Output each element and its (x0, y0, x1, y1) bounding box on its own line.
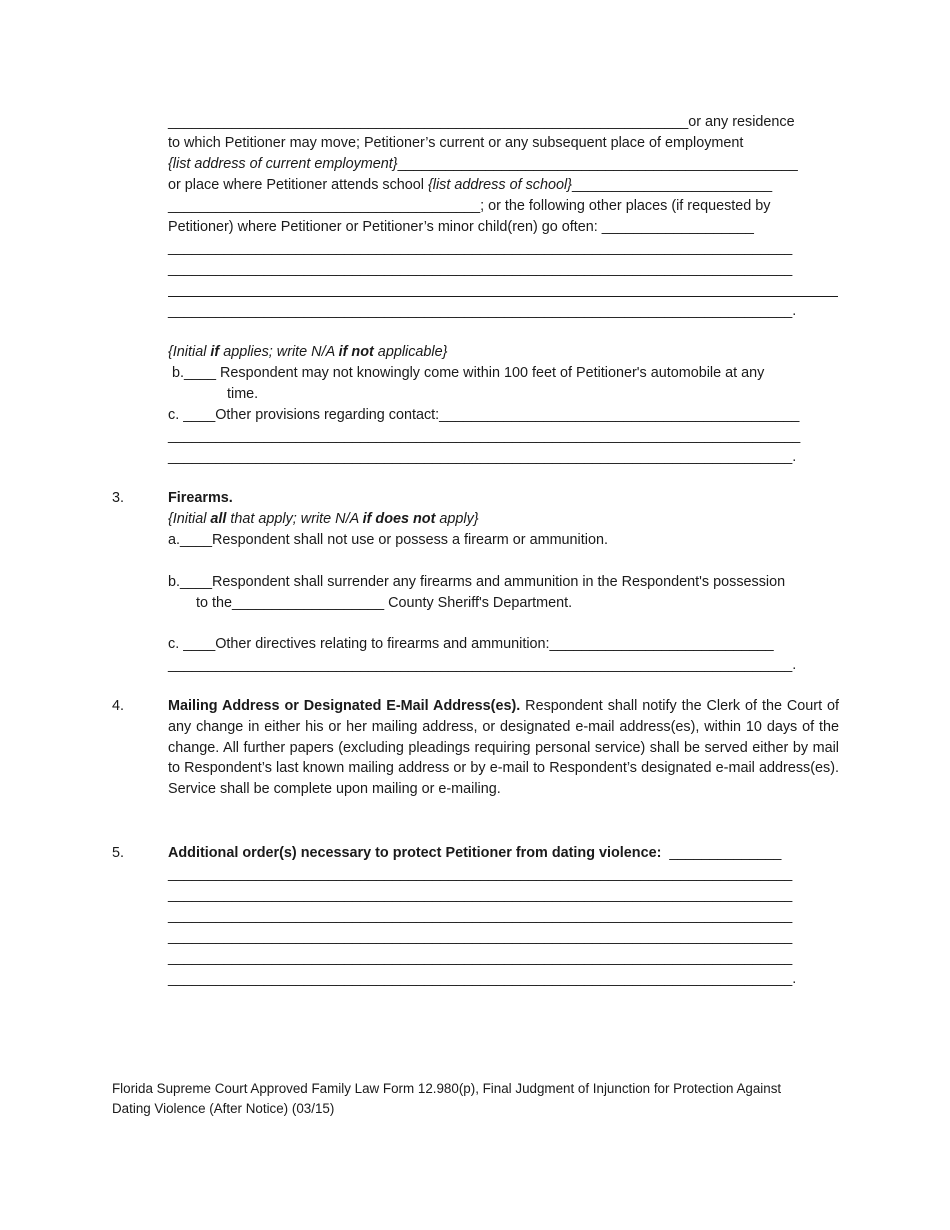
school-address-instruction: {list address of school} (427, 177, 572, 193)
provision-b-automobile[interactable]: b.____ Respondent may not knowingly come within 100 feet of Petitioner's automobile at any (168, 365, 765, 381)
firearms-item-b-continuation[interactable]: to the___________________ County Sheriff's Department. (196, 595, 573, 611)
section-number: 3. (112, 490, 125, 506)
blank-line[interactable]: ______________________________________________________________________________. (168, 657, 797, 673)
blank-line[interactable]: ______________________________________________________________________________ (168, 240, 793, 256)
instruction-emphasis: all (210, 511, 227, 527)
footer (112, 1079, 832, 1118)
employment-address-instruction: {list address of current employment} (168, 156, 398, 172)
school-address-line (168, 175, 772, 195)
school-address-blank[interactable]: _________________________ (571, 177, 773, 193)
blank-line[interactable]: ______________________________________________________________________________ (168, 887, 793, 903)
instruction-emphasis: if (210, 344, 220, 360)
employment-address-blank[interactable]: __________________________________________________ (397, 156, 798, 172)
blank-line[interactable]: ______________________________________________________________________________. (168, 303, 797, 319)
mailing-body: Respondent shall notify the Clerk of the Court of any change in either his or her mailing address, or designated e-mail address(es), within 10 days of the change. All further papers (excluding pleadings requiring personal service) shall be served either by mail to Respondent’s last known mailing address or by e-mail to Respondent’s designated e-mail address(es). Service shall be complete upon mailing or e-mailing. (168, 698, 839, 798)
divider-rule (168, 296, 838, 297)
footer-line-2: Dating Violence (After Notice) (03/15) (112, 1100, 335, 1116)
blank-line[interactable]: ______________________________________________________________________________ (168, 950, 793, 966)
other-places-line: _______________________________________; or the following other places (if requested by (168, 198, 771, 214)
blank-line[interactable]: ______________________________________________________________________________ (168, 261, 793, 277)
school-address-text: or place where Petitioner attends school (168, 177, 428, 193)
firearms-item-a[interactable]: a.____Respondent shall not use or possess a firearm or ammunition. (168, 532, 608, 548)
instruction-text: apply} (435, 511, 479, 527)
blank-line[interactable]: ______________________________________________________________________________ (168, 908, 793, 924)
blank-line[interactable]: ______________________________________________________________________________ (168, 929, 793, 945)
other-places-line-2: Petitioner) where Petitioner or Petitioner’s minor child(ren) go often: ___________________ (168, 219, 754, 235)
instruction-text: applies; write N/A (219, 344, 339, 360)
instruction-text: that apply; write N/A (226, 511, 363, 527)
employment-address-line (168, 154, 798, 174)
address-line-2: to which Petitioner may move; Petitioner’s current or any subsequent place of employment (168, 135, 744, 151)
instruction-emphasis: if does not (362, 511, 436, 527)
address-line-1: _________________________________________________________________or any residence (168, 114, 795, 130)
firearms-heading: Firearms. (168, 490, 233, 506)
firearms-instruction (168, 509, 479, 529)
additional-orders-line (168, 843, 781, 863)
instruction-text: {Initial (168, 344, 211, 360)
mailing-paragraph (168, 696, 839, 800)
instruction-text: applicable} (373, 344, 448, 360)
provision-c-other[interactable]: c. ____Other provisions regarding contact:_____________________________________________ (168, 407, 800, 423)
instruction-emphasis: if not (338, 344, 374, 360)
footer-line-1: Florida Supreme Court Approved Family Law Form 12.980(p), Final Judgment of Injunction for Protection Against (112, 1081, 782, 1096)
firearms-item-b[interactable]: b.____Respondent shall surrender any firearms and ammunition in the Respondent's possession (168, 574, 786, 590)
blank-line[interactable]: ______________________________________________________________________________ (168, 866, 793, 882)
provision-b-continuation: time. (227, 386, 259, 402)
instruction-text: {Initial (168, 511, 211, 527)
additional-orders-heading: Additional order(s) necessary to protect Petitioner from dating violence: (168, 845, 662, 861)
blank-line[interactable]: _______________________________________________________________________________ (168, 428, 801, 444)
firearms-item-c[interactable]: c. ____Other directives relating to firearms and ammunition:____________________________ (168, 636, 774, 652)
blank-line[interactable]: ______________________________________________________________________________. (168, 449, 797, 465)
blank-line[interactable]: ______________________________________________________________________________. (168, 971, 797, 987)
section-number: 5. (112, 845, 125, 861)
mailing-heading: Mailing Address or Designated E-Mail Address(es). (168, 698, 521, 714)
section-number: 4. (112, 698, 125, 714)
initial-instruction (168, 342, 447, 362)
additional-orders-blank[interactable]: ______________ (661, 845, 782, 861)
